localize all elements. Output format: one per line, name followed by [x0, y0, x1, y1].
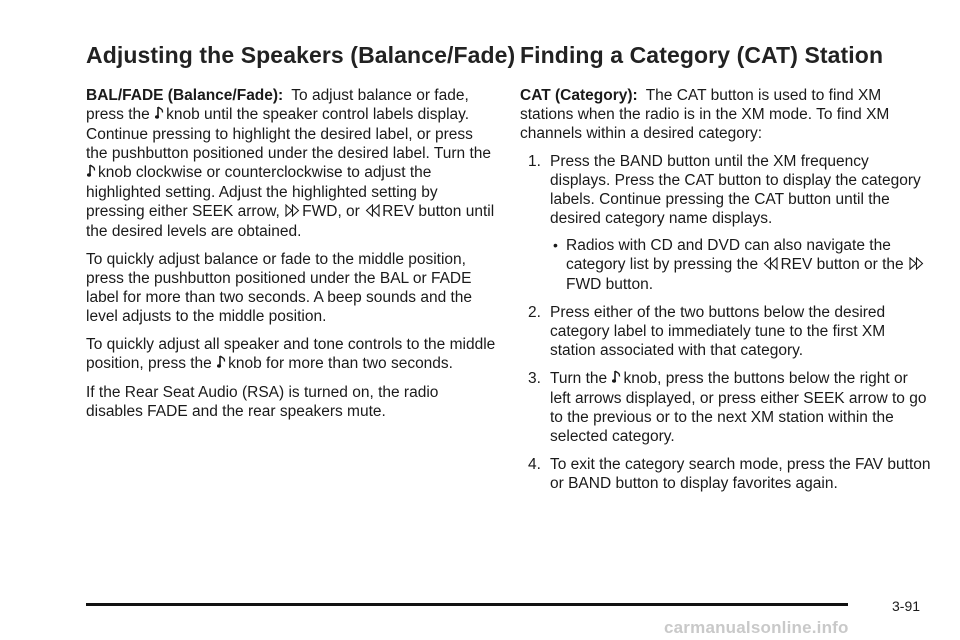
- paragraph-middle-position: To quickly adjust balance or fade to the middle position, press the pushbutton positioned under the BAL or FADE label for more than two seconds. A beep sounds and the level adjusts to the middle position.: [86, 251, 473, 325]
- section-title-cat-station: Finding a Category (CAT) Station: [520, 42, 884, 68]
- seek-forward-icon: [285, 203, 300, 222]
- music-note-icon: [87, 164, 96, 183]
- right-column: [520, 40, 932, 502]
- left-column: [86, 40, 516, 430]
- bullet-glyph: •: [553, 237, 558, 253]
- paragraph-cat-intro: CAT (Category): The CAT button is used to find XM stations when the radio is in the XM mode. To find XM channels within a desired category:: [520, 87, 890, 142]
- watermark: carmanualsonline.info: [664, 618, 849, 637]
- term-cat: CAT (Category):: [520, 87, 638, 104]
- list-item: 2. Press either of the two buttons below the desired category label to immediately tune to the first XM station associated with that category.: [528, 304, 886, 359]
- term-bal-fade: BAL/FADE (Balance/Fade):: [86, 87, 284, 104]
- music-note-icon: [155, 106, 164, 125]
- seek-reverse-icon: [365, 203, 380, 222]
- paragraph-tone-controls: To quickly adjust all speaker and tone controls to the middle position, press the knob for more than two seconds.: [86, 336, 496, 372]
- paragraph-bal-fade: BAL/FADE (Balance/Fade): To adjust balance or fade, press the knob until the speaker control labels display. Continue pressing to highlight the desired label, or press the pushbutton positioned under the desired label. Turn the knob clockwise or counterclockwise to adjust the highlighted setting. Adjust the highlighted setting by pressing either SEEK arrow, FWD, or REV button until the desired levels are obtained.: [86, 87, 495, 240]
- list-item: 3. Turn the knob, press the buttons below the right or left arrows displayed, or press either SEEK arrow to go to the previous or to the next XM station within the selected category.: [528, 370, 927, 445]
- cat-steps-list: [520, 152, 932, 493]
- seek-reverse-icon: [763, 256, 778, 275]
- bullet-item: • Radios with CD and DVD can also navigate the category list by pressing the REV button or the FWD button.: [550, 236, 932, 294]
- list-item: 4. To exit the category search mode, press the FAV button or BAND button to display favorites again.: [528, 456, 931, 492]
- music-note-icon: [612, 370, 621, 389]
- page-number: 3-91: [892, 598, 921, 614]
- paragraph-rsa: If the Rear Seat Audio (RSA) is turned on, the radio disables FADE and the rear speakers mute.: [86, 384, 439, 420]
- section-title-balance-fade: Adjusting the Speakers (Balance/Fade): [86, 42, 516, 68]
- music-note-icon: [217, 355, 226, 374]
- seek-forward-icon: [909, 256, 924, 275]
- list-item: 1. Press the BAND button until the XM frequency displays. Press the CAT button to display the category labels. Continue pressing the CAT button until the desired category name displays. • Radios with CD and DVD can also navigate the category list by pressing the REV button or the FWD button.: [520, 152, 932, 294]
- footer-rule: [86, 603, 848, 606]
